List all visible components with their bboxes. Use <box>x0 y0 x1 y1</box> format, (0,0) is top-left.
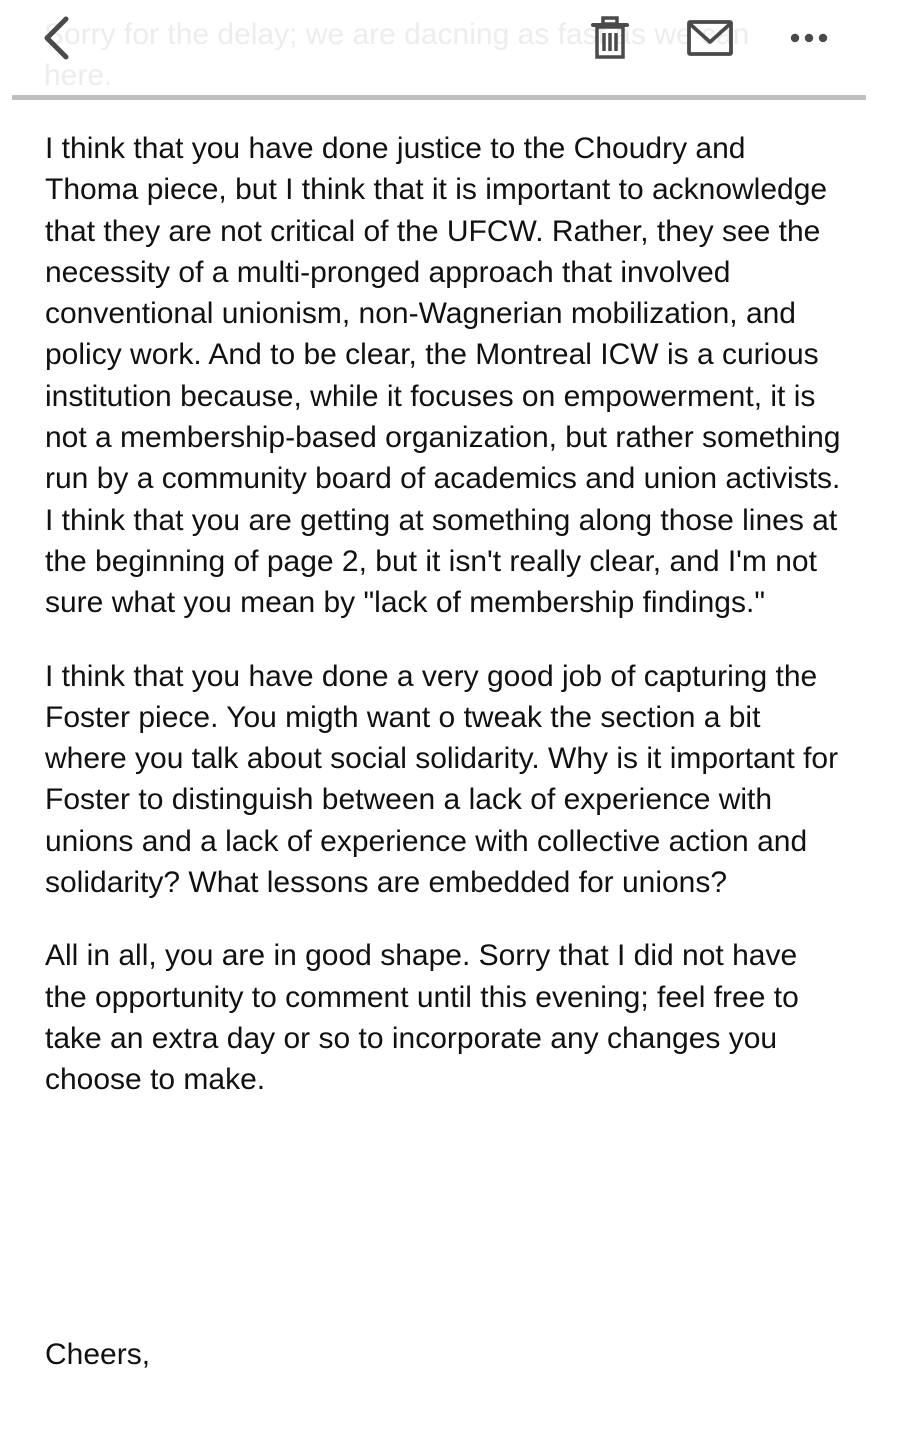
envelope-icon <box>686 18 734 58</box>
message-body <box>45 128 845 1101</box>
trash-icon <box>590 16 630 60</box>
message-toolbar <box>0 0 866 98</box>
toolbar-divider <box>12 95 866 100</box>
more-horizontal-icon <box>788 26 830 50</box>
message-signoff: Cheers, <box>45 1338 151 1371</box>
back-button[interactable] <box>38 14 74 62</box>
delete-button[interactable] <box>590 16 630 60</box>
message-paragraph-3: All in all, you are in good shape. Sorry that I did not have the opportunity to comment until this evening; feel free to take an extra day or so to incorporate any changes you choose to make. <box>45 939 799 1097</box>
more-options-button[interactable] <box>788 26 830 50</box>
mark-unread-button[interactable] <box>686 18 734 58</box>
chevron-left-icon <box>38 14 74 62</box>
scrolled-preview-text: Sorry for the delay; we are dacning as fast as we can here. <box>44 18 750 92</box>
message-paragraph-2: I think that you have done a very good job of capturing the Foster piece. You migth want o tweak the section a bit where you talk about social solidarity. Why is it important for Foster to distinguish between a lack of experience with unions and a lack of experience with collective action and solidarity? What lessons are embedded for unions? <box>45 659 839 900</box>
message-paragraph-1: I think that you have done justice to the Choudry and Thoma piece, but I think that it is important to acknowledge that they are not critical of the UFCW. Rather, they see the necessity of a multi-pronged approach that involved conventional unionism, non-Wagnerian mobilization, and policy work. And to be clear, the Montreal ICW is a curious institution because, while it focuses on empowerment, it is not a membership-based organization, but rather something run by a community board of academics and union activists. I think that you are getting at something along those lines at the beginning of page 2, but it isn't really clear, and I'm not sure what you mean by "lack of membership findings." <box>45 132 841 620</box>
